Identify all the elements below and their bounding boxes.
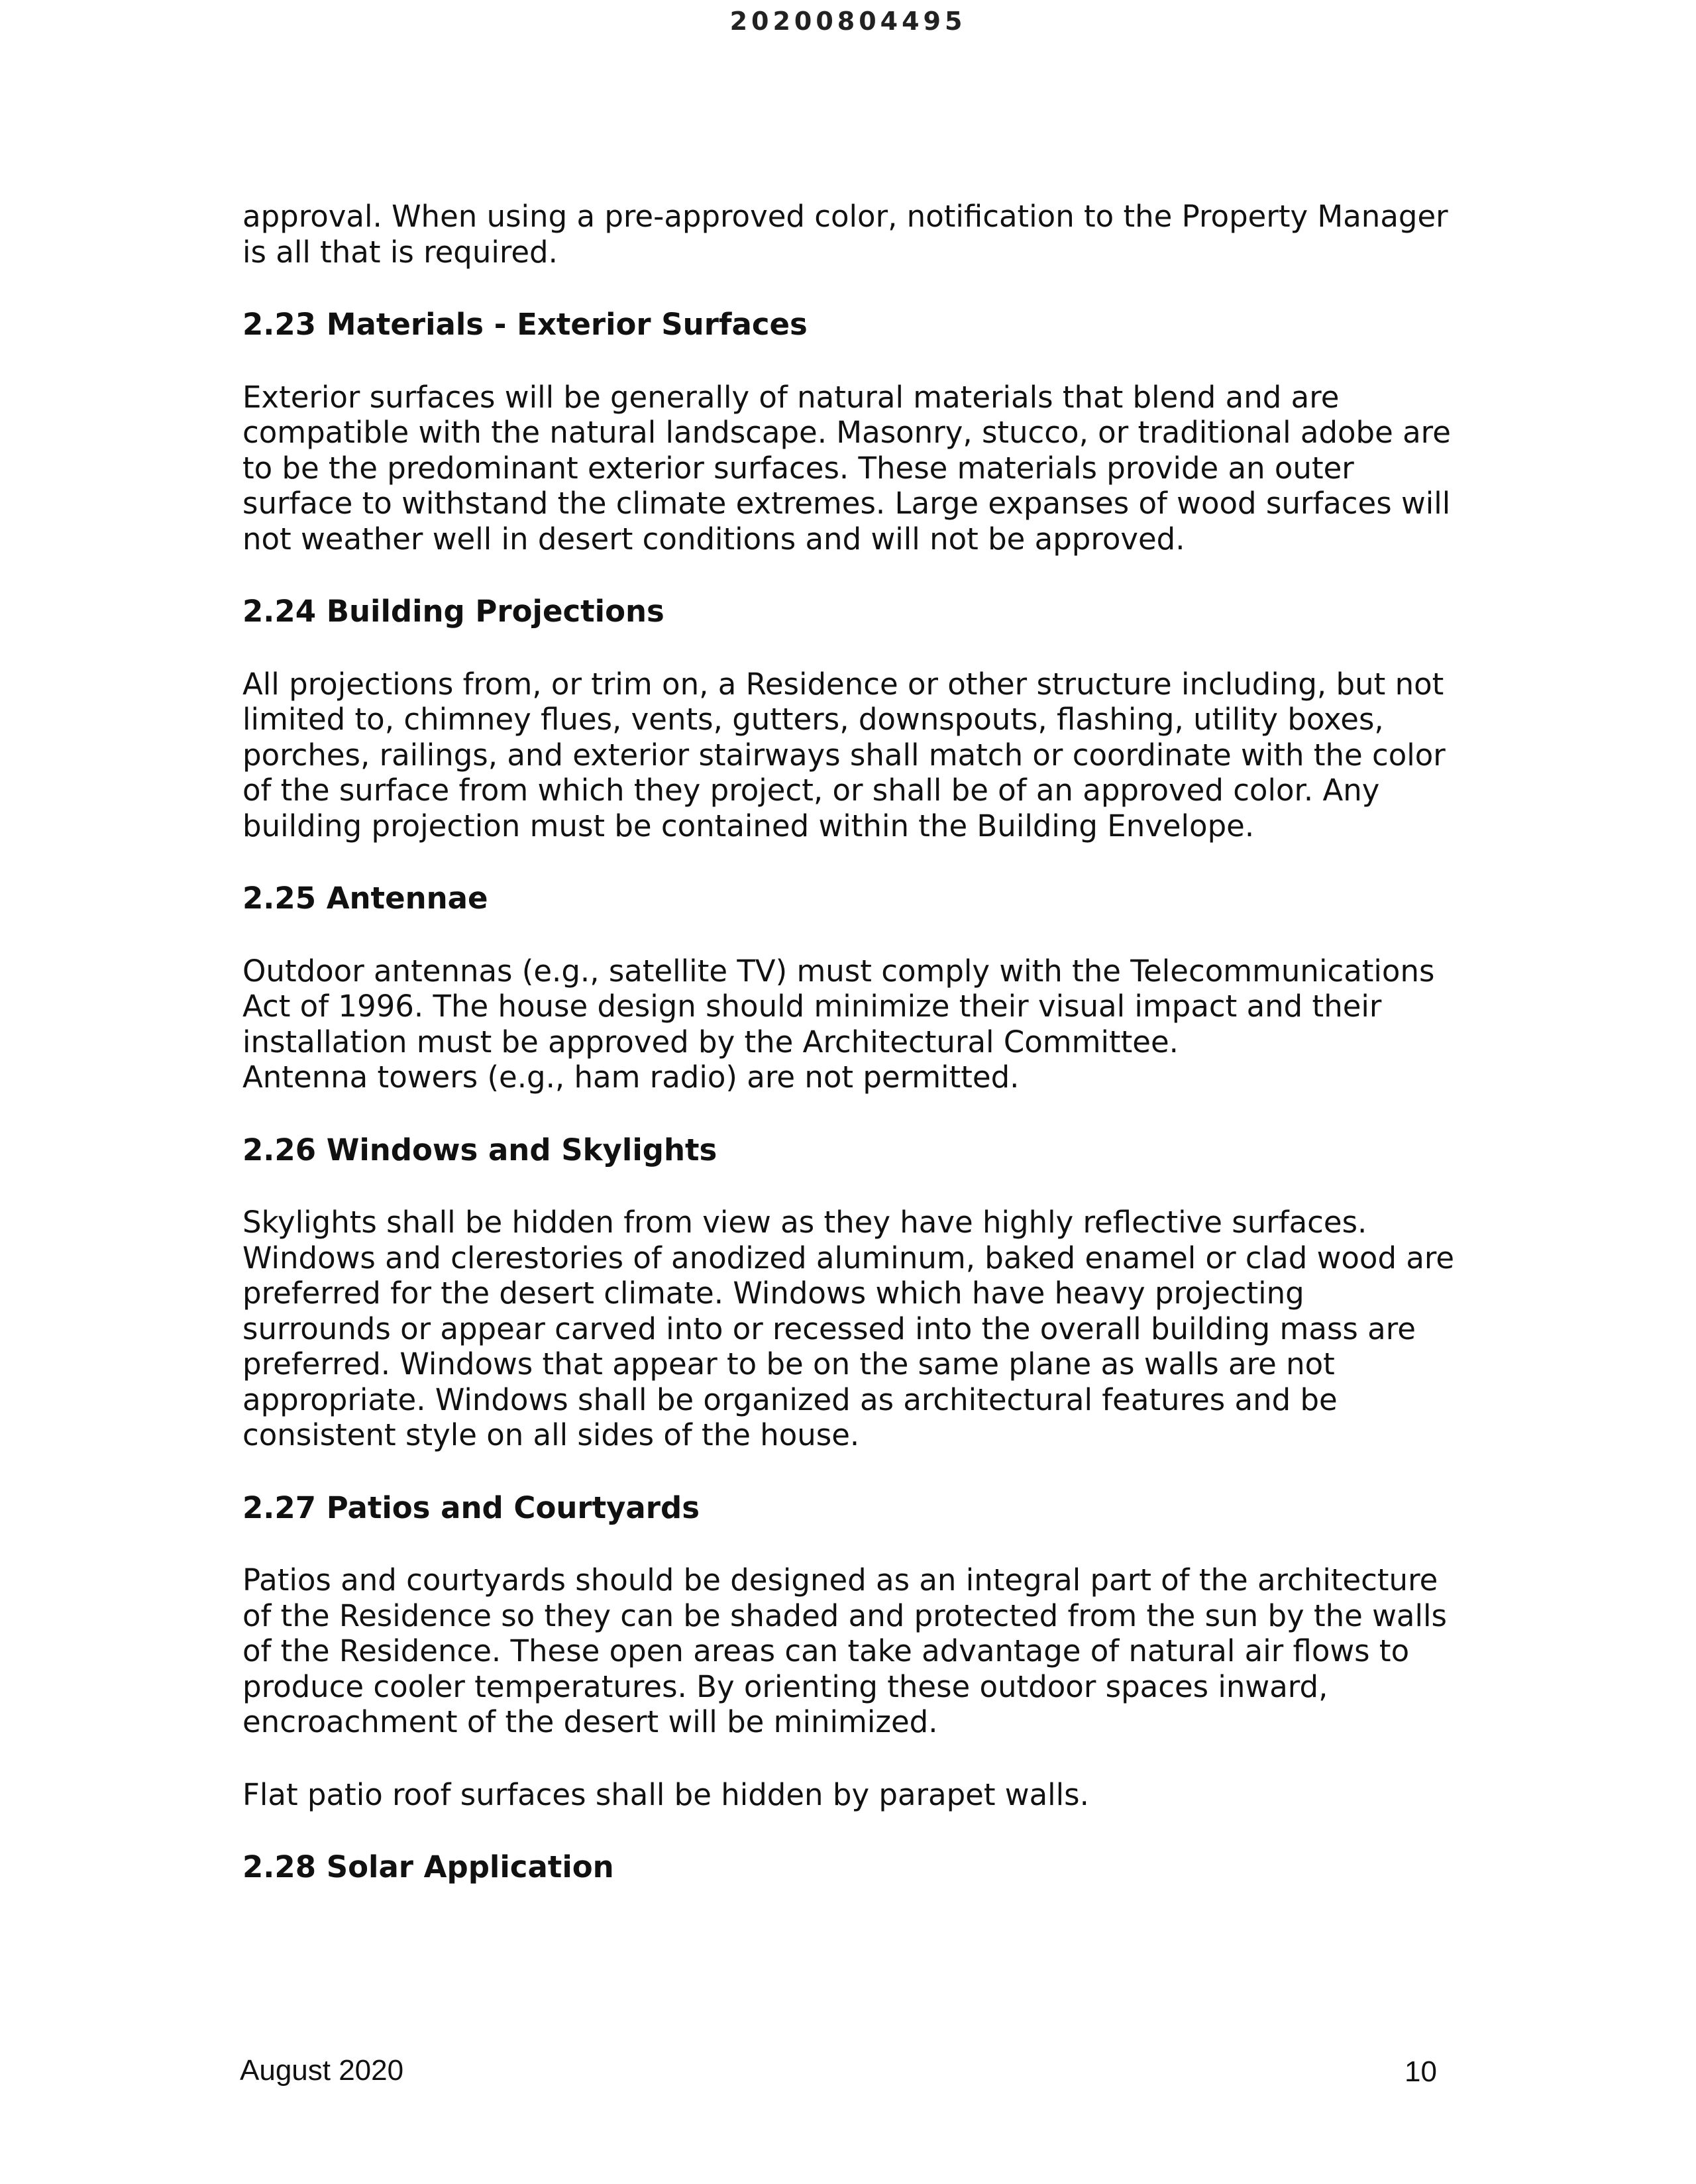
section-heading-2-28: 2.28 Solar Application [242,1849,614,1884]
intro-paragraph: approval. When using a pre-approved color, notification to the Property Manager is all that is required. [242,199,1448,270]
footer-date: August 2020 [240,2054,404,2087]
section-heading-2-23: 2.23 Materials - Exterior Surfaces [242,307,808,342]
section-2-25-paragraph: Outdoor antennas (e.g., satellite TV) must comply with the Telecommunications Act of 1996. The house design should minimize their visual impact and their installation must be approved by the Architectural Committee. Antenna towers (e.g., ham radio) are not permitted. [242,953,1435,1095]
document-number: 20200804495 [729,7,967,36]
section-2-27-paragraph-2: Flat patio roof surfaces shall be hidden by parapet walls. [242,1776,1089,1812]
section-heading-2-25: 2.25 Antennae [242,881,488,916]
section-heading-2-26: 2.26 Windows and Skylights [242,1132,717,1168]
section-heading-2-24: 2.24 Building Projections [242,594,664,629]
section-2-27-paragraph-1: Patios and courtyards should be designed as an integral part of the architecture of the Residence so they can be shaded and protected from the sun by the walls of the Residence. These open areas can take advantage of natural air flows to produce cooler temperatures. By orienting these outdoor spaces inward, encroachment of the desert will be minimized. [242,1562,1447,1739]
section-2-24-paragraph: All projections from, or trim on, a Residence or other structure including, but not limited to, chimney flues, vents, gutters, downspouts, flashing, utility boxes, porches, railings, and exterior stairways shall match or coordinate with the color of the surface from which they project, or shall be of an approved color. Any building projection must be contained within the Building Envelope. [242,666,1446,844]
page-number: 10 [1404,2055,1437,2088]
section-2-26-paragraph: Skylights shall be hidden from view as they have highly reflective surfaces. Windows and clerestories of anodized aluminum, baked enamel or clad wood are preferred for the desert climate. Windows which have heavy projecting surrounds or appear carved into or recessed into the overall building mass are preferred. Windows that appear to be on the same plane as walls are not appropriate. Windows shall be organized as architectural features and be consistent style on all sides of the house. [242,1205,1455,1452]
document-body [242,199,1455,1885]
section-2-23-paragraph: Exterior surfaces will be generally of natural materials that blend and are compatible with the natural landscape. Masonry, stucco, or traditional adobe are to be the predominant exterior surfaces. These materials provide an outer surface to withstand the climate extremes. Large expanses of wood surfaces will not weather well in desert conditions and will not be approved. [242,379,1451,557]
section-heading-2-27: 2.27 Patios and Courtyards [242,1490,700,1525]
